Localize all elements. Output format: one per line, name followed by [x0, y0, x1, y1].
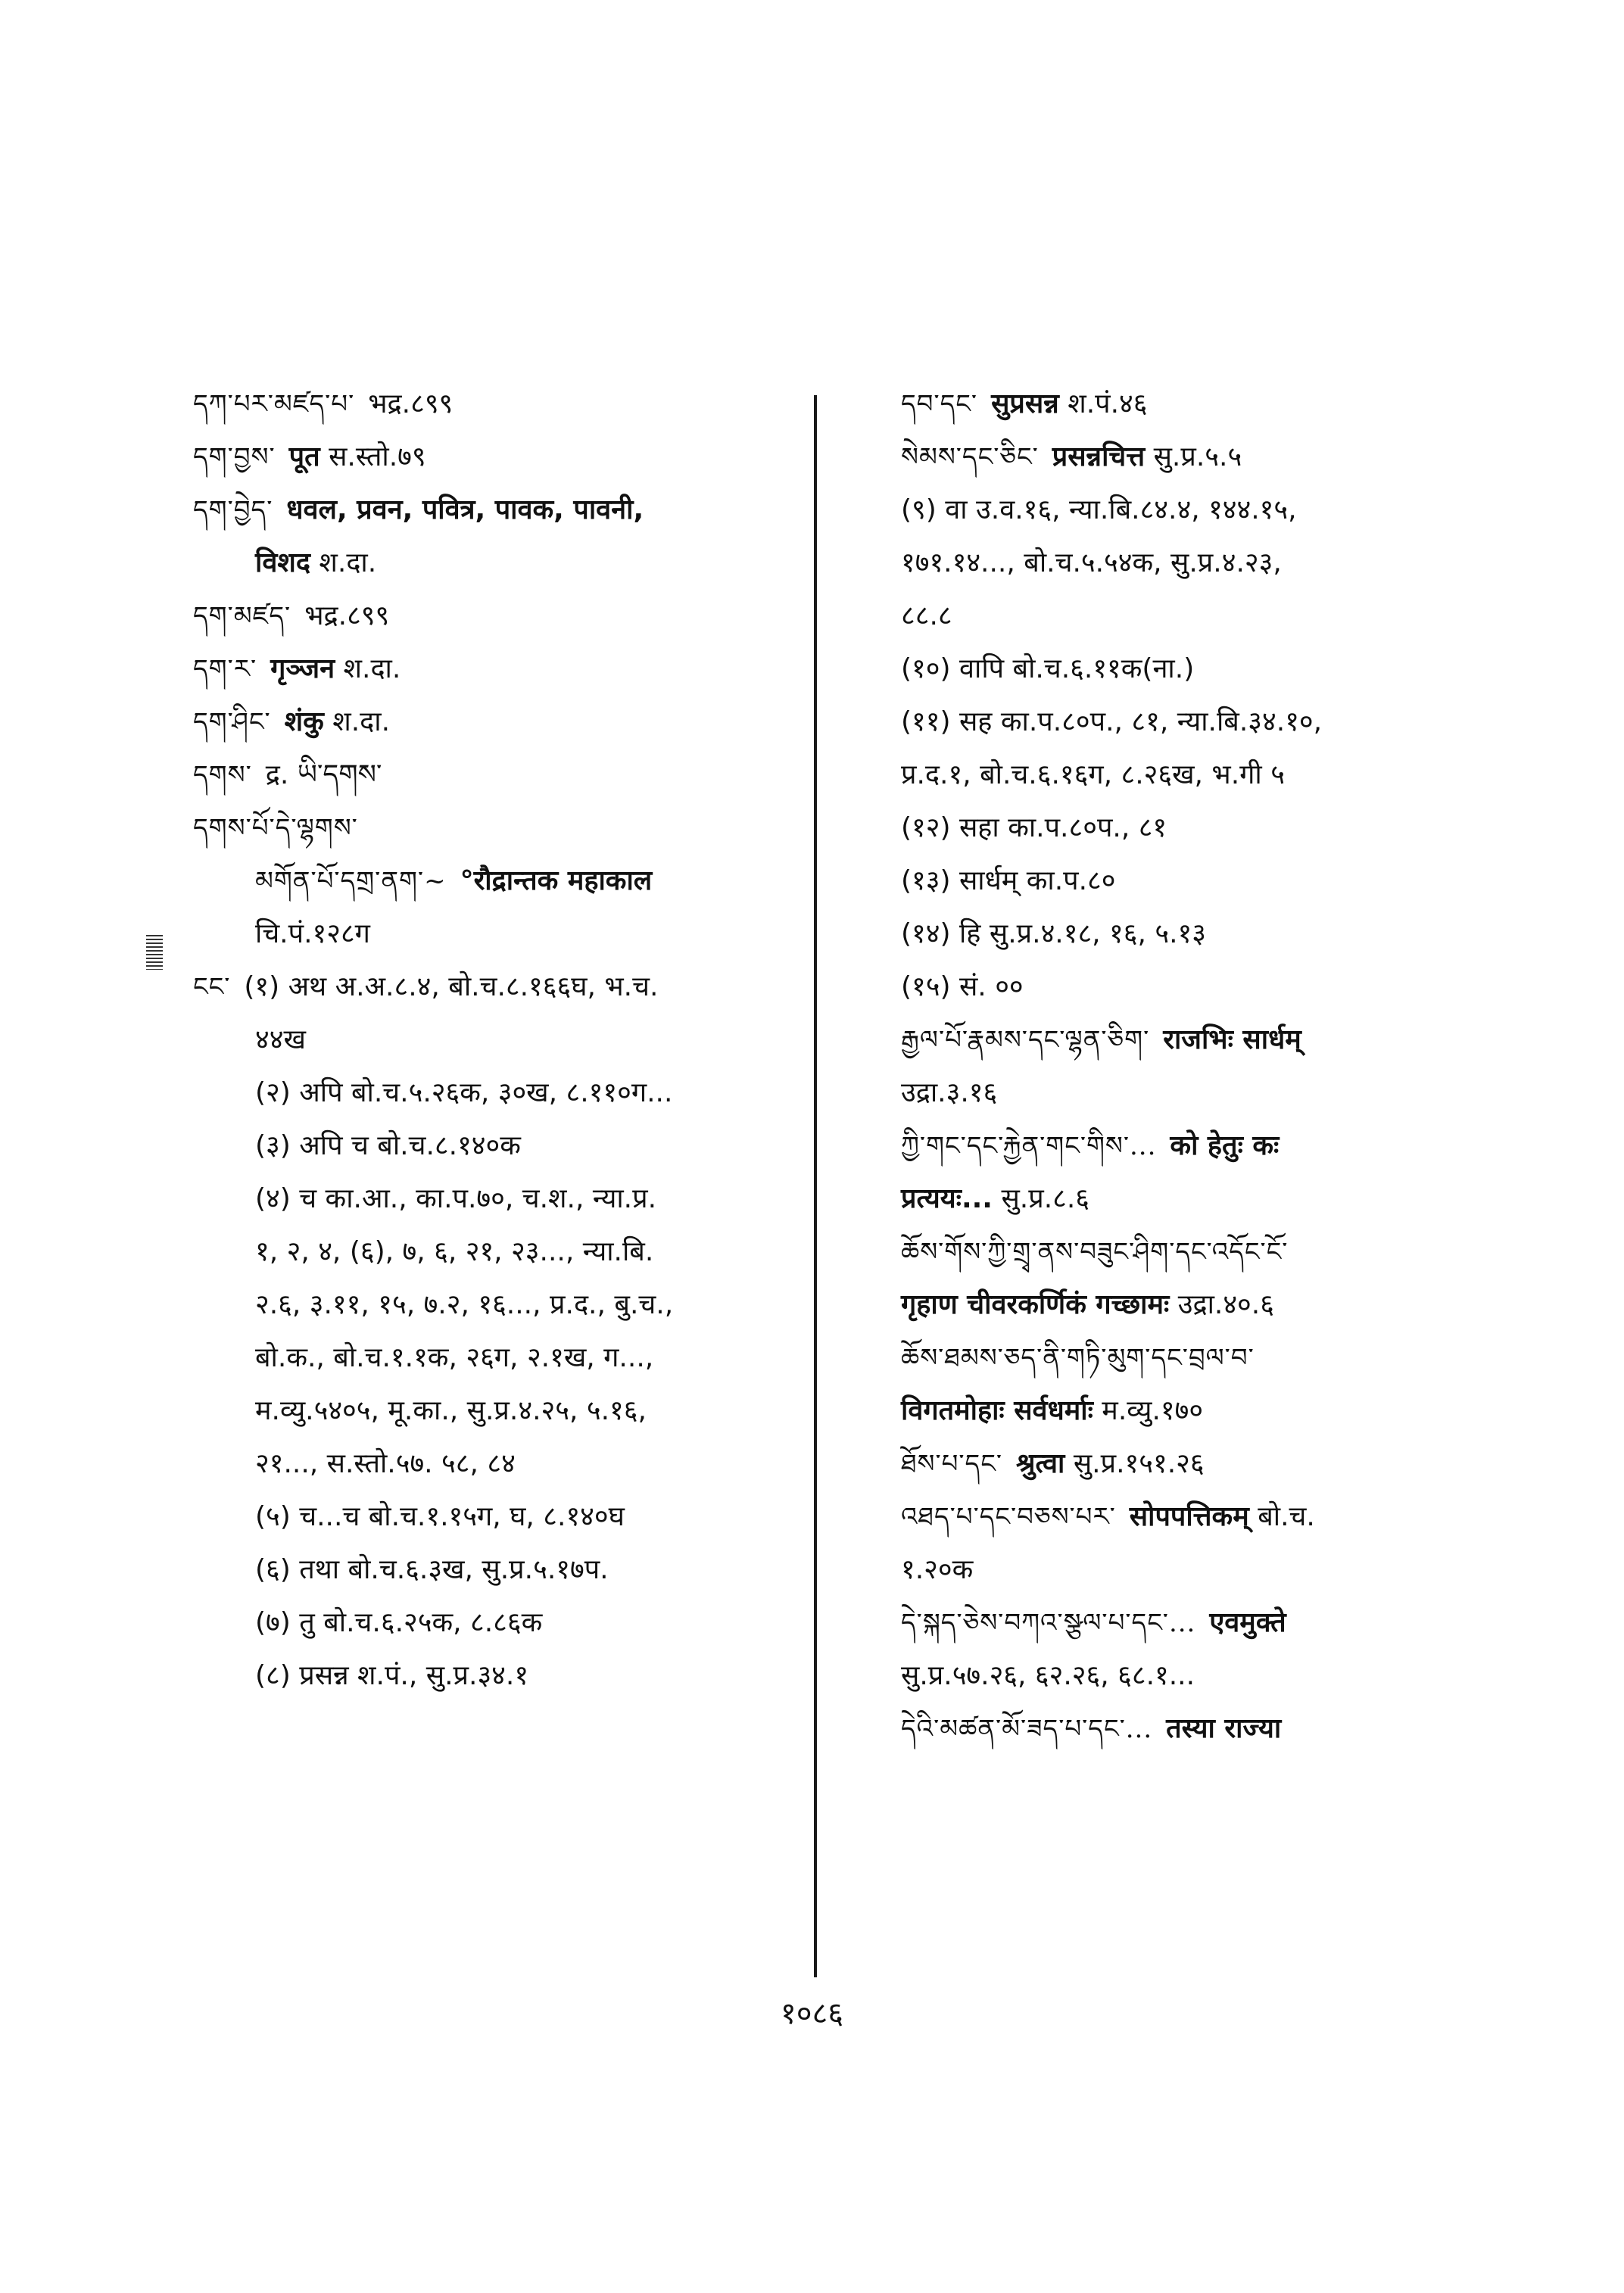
dictionary-entry: [193, 1177, 799, 1221]
tibetan-headword: དེའི་མཚན་མོ་ཟད་པ་དང་...: [901, 1714, 1153, 1744]
dictionary-entry: [193, 435, 799, 479]
dictionary-entry: [193, 1230, 799, 1274]
dictionary-entry: [193, 488, 799, 532]
dictionary-entry: [901, 1018, 1454, 1062]
tibetan-headword: དེ་སྐད་ཅེས་བཀའ་སྩལ་པ་དང་...: [901, 1608, 1196, 1638]
dictionary-entry: [193, 647, 799, 691]
dictionary-entry: [193, 1389, 799, 1433]
sanskrit-equivalent: शंकु: [284, 706, 324, 737]
reference-text: बो.च.: [1258, 1501, 1315, 1532]
dictionary-entry: [901, 1707, 1454, 1751]
dictionary-entry: [901, 488, 1454, 532]
reference-text: श.दा.: [332, 706, 391, 737]
reference-text: सु.प्र.८.६: [1001, 1183, 1090, 1214]
sanskrit-equivalent: सुप्रसन्न: [991, 388, 1059, 419]
dictionary-entry: [193, 700, 799, 744]
left-column: [193, 382, 799, 1698]
dictionary-entry: [901, 1283, 1454, 1327]
reference-text: (५) च...च बो.च.१.१५ग, घ, ८.१४०घ: [255, 1501, 625, 1532]
tibetan-headword: དག་བྱེད་: [193, 495, 273, 525]
dictionary-entry: [193, 1071, 799, 1115]
dictionary-entry: [901, 806, 1454, 850]
reference-text: (१) अथ अ.अ.८.४, बो.च.८.१६६घ, भ.च.: [244, 971, 659, 1002]
dictionary-entry: [901, 859, 1454, 903]
dictionary-entry: [193, 1442, 799, 1486]
dictionary-entry: [901, 1177, 1454, 1221]
reference-text: (३) अपि च बो.च.८.१४०क: [255, 1130, 521, 1161]
dictionary-entry: [901, 1601, 1454, 1645]
reference-text: (८) प्रसन्न श.पं., सु.प्र.३४.१: [255, 1660, 529, 1691]
dictionary-entry: [193, 1336, 799, 1380]
reference-text: ४४ख: [255, 1024, 306, 1055]
dictionary-entry: [193, 541, 799, 585]
reference-text: म.व्यु.१७०: [1102, 1395, 1204, 1426]
sanskrit-equivalent: धवल, प्रवन, पवित्र, पावक, पावनी,: [286, 494, 644, 525]
dictionary-entry: [193, 965, 799, 1009]
sanskrit-equivalent: प्रसन्नचित्त: [1052, 441, 1146, 472]
tibetan-headword: ཆོས་ཐམས་ཅད་ནི་གཏི་མུག་དང་བྲལ་བ་: [901, 1343, 1255, 1373]
dictionary-entry: [901, 435, 1454, 479]
sanskrit-equivalent: °रौद्रान्तक महाकाल: [460, 865, 653, 896]
dictionary-entry: [193, 594, 799, 638]
reference-text: (६) तथा बो.च.६.३ख, सु.प्र.५.१७प.: [255, 1554, 609, 1585]
sanskrit-equivalent: गृहाण चीवरकर्णिकं गच्छामः: [901, 1289, 1170, 1320]
dictionary-entry: [193, 1601, 799, 1645]
margin-mark: [146, 935, 163, 970]
dictionary-entry: [193, 859, 799, 903]
dictionary-entry: [193, 1283, 799, 1327]
reference-text: (७) तु बो.च.६.२५क, ८.८६क: [255, 1607, 543, 1638]
tibetan-headword: འཐད་པ་དང་བཅས་པར་: [901, 1502, 1116, 1532]
reference-text: भद्र.८९९: [368, 388, 454, 419]
dictionary-entry: [901, 1548, 1454, 1592]
dictionary-entry: [901, 1495, 1454, 1539]
sanskrit-equivalent: प्रत्ययः...: [901, 1183, 993, 1214]
reference-text: (२) अपि बो.च.५.२६क, ३०ख, ८.११०ग...: [255, 1077, 673, 1108]
reference-text: बो.क., बो.च.१.१क, २६ग, २.१ख, ग...,: [255, 1342, 654, 1373]
reference-text: उद्रा.४०.६: [1177, 1289, 1274, 1320]
dictionary-entry: [901, 965, 1454, 1009]
reference-text: १, २, ४, (६), ७, ६, २१, २३..., न्या.बि.: [255, 1236, 654, 1267]
reference-text: उद्रा.३.१६: [901, 1077, 998, 1108]
reference-text: (११) सह का.प.८०प., ८१, न्या.बि.३४.१०,: [901, 706, 1323, 737]
tibetan-headword: དགས་པོ་དེ་ལྷགས་: [193, 813, 358, 843]
tibetan-headword: ཀྱི་གང་དང་རྐྱེན་གང་གིས་...: [901, 1131, 1157, 1161]
reference-text: श.दा.: [343, 653, 401, 684]
tibetan-headword: ཆོས་གོས་ཀྱི་གྲྭ་ནས་བཟུང་ཤིག་དང་འདོང་ངོ་: [901, 1237, 1289, 1267]
reference-text: सु.प्र.१५१.२६: [1073, 1448, 1205, 1479]
reference-text: २१..., स.स्तो.५७. ५८, ८४: [255, 1448, 516, 1479]
reference-text: (१२) सहा का.प.८०प., ८१: [901, 812, 1167, 843]
reference-text: चि.पं.१२८ग: [255, 918, 370, 949]
reference-text: ८८.८: [901, 600, 952, 631]
dictionary-entry: [193, 1018, 799, 1062]
reference-text: द्र. ཡི་དགས་: [265, 759, 382, 790]
sanskrit-equivalent: श्रुत्वा: [1016, 1448, 1065, 1479]
sanskrit-equivalent: राजभिः सार्धम्: [1163, 1024, 1301, 1055]
tibetan-headword: མགོན་པོ་དགྲ་ནག་~: [255, 866, 447, 896]
dictionary-entry: [901, 1389, 1454, 1433]
reference-text: १.२०क: [901, 1554, 974, 1585]
sanskrit-equivalent: विगतमोहाः सर्वधर्माः: [901, 1395, 1093, 1426]
reference-text: प्र.द.१, बो.च.६.१६ग, ८.२६ख, भ.गी ५: [901, 759, 1285, 790]
reference-text: म.व्यु.५४०५, मू.का., सु.प्र.४.२५, ५.१६,: [255, 1395, 647, 1426]
tibetan-headword: དགས་: [193, 760, 252, 790]
dictionary-entry: [901, 541, 1454, 585]
dictionary-entry: [193, 1654, 799, 1698]
reference-text: भद्र.८९९: [304, 600, 390, 631]
tibetan-headword: སེམས་དང་ཅིང་: [901, 442, 1039, 472]
reference-text: (४) च का.आ., का.प.७०, च.श., न्या.प्र.: [255, 1183, 657, 1214]
tibetan-headword: དབ་དང་: [901, 389, 978, 419]
reference-text: (९) वा उ.व.१६, न्या.बि.८४.४, १४४.१५,: [901, 494, 1297, 525]
dictionary-entry: [901, 1654, 1454, 1698]
tibetan-headword: དག་ར་: [193, 654, 257, 684]
dictionary-entry: [901, 912, 1454, 956]
dictionary-entry: [901, 1442, 1454, 1486]
dictionary-entry: [901, 1071, 1454, 1115]
reference-text: श.पं.४६: [1068, 388, 1148, 419]
reference-text: (१४) हि सु.प्र.४.१८, १६, ५.१३: [901, 918, 1206, 949]
tibetan-headword: དག་མཛད་: [193, 601, 291, 631]
dictionary-entry: [901, 382, 1454, 426]
reference-text: २.६, ३.११, १५, ७.२, १६..., प्र.द., बु.च.,: [255, 1289, 674, 1320]
reference-text: १७१.१४..., बो.च.५.५४क, सु.प्र.४.२३,: [901, 547, 1282, 578]
reference-text: सु.प्र.५.५: [1153, 441, 1242, 472]
tibetan-headword: རྒྱལ་པོ་རྣམས་དང་ལྷན་ཅིག་: [901, 1025, 1150, 1055]
reference-text: सु.प्र.५७.२६, ६२.२६, ६८.१...: [901, 1660, 1195, 1691]
dictionary-entry: [901, 1336, 1454, 1380]
tibetan-headword: དག་ཤིང་: [193, 707, 271, 737]
dictionary-entry: [901, 647, 1454, 691]
reference-text: (१५) सं. ००: [901, 971, 1024, 1002]
dictionary-entry: [901, 700, 1454, 744]
reference-text: (१०) वापि बो.च.६.११क(ना.): [901, 653, 1195, 684]
dictionary-entry: [193, 1124, 799, 1168]
sanskrit-equivalent: सोपपत्तिकम्: [1129, 1501, 1249, 1532]
right-column: [901, 382, 1454, 1751]
sanskrit-equivalent: एवमुक्ते: [1209, 1607, 1286, 1638]
dictionary-entry: [193, 1548, 799, 1592]
sanskrit-equivalent: पूत: [288, 441, 320, 472]
reference-text: (१३) सार्धम् का.प.८०: [901, 865, 1116, 896]
tibetan-headword: དག་བྱས་: [193, 442, 276, 472]
tibetan-headword: ངང་: [193, 972, 231, 1002]
dictionary-entry: [193, 806, 799, 850]
dictionary-entry: [193, 753, 799, 797]
sanskrit-equivalent: विशद: [255, 547, 310, 578]
sanskrit-equivalent: को हेतुः कः: [1170, 1130, 1280, 1161]
sanskrit-equivalent: तस्या राज्या: [1166, 1713, 1282, 1744]
page-number: १०८६: [780, 1996, 844, 2031]
dictionary-entry: [901, 1124, 1454, 1168]
tibetan-headword: ཐོས་པ་དང་: [901, 1449, 1003, 1479]
sanskrit-equivalent: गृञ्जन: [270, 653, 335, 684]
tibetan-headword: དཀ་པར་མཛད་པ་: [193, 389, 355, 419]
dictionary-entry: [193, 912, 799, 956]
dictionary-entry: [901, 594, 1454, 638]
reference-text: श.दा.: [319, 547, 377, 578]
dictionary-entry: [901, 753, 1454, 797]
dictionary-entry: [193, 382, 799, 426]
dictionary-entry: [901, 1230, 1454, 1274]
column-divider: [814, 395, 817, 1977]
dictionary-entry: [193, 1495, 799, 1539]
reference-text: स.स्तो.७९: [329, 441, 426, 472]
